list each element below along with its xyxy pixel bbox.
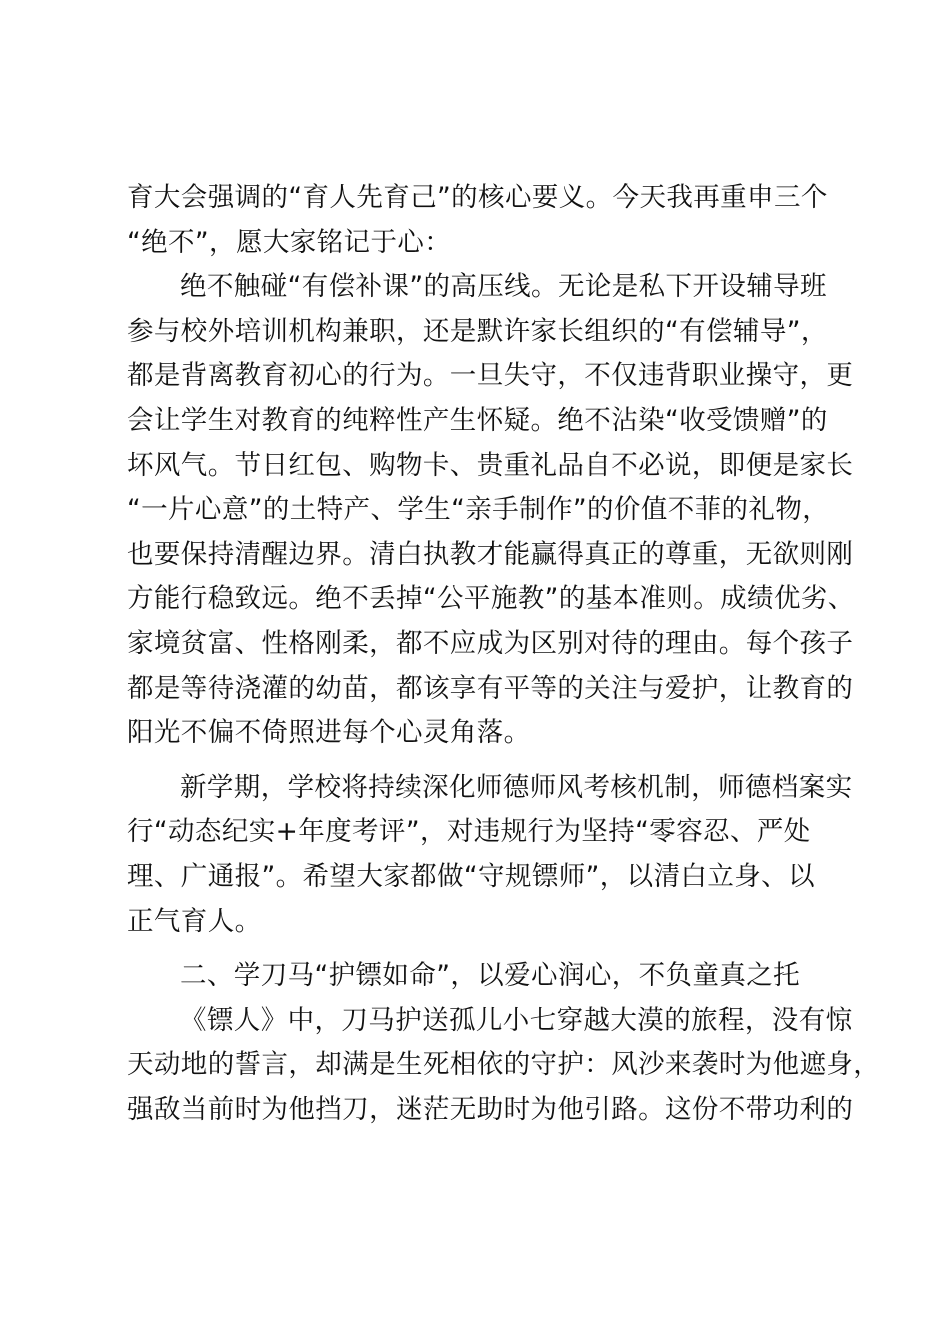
text-line: 也要保持清醒边界。清白执教才能赢得真正的尊重，无欲则刚: [127, 538, 854, 570]
text-line: “绝不”，愿大家铭记于心：: [127, 226, 452, 258]
text-line: 都是等待浇灌的幼苗，都该享有平等的关注与爱护，让教育的: [127, 672, 854, 704]
text-line: 理、广通报”。希望大家都做“守规镖师”，以清白立身、以: [127, 860, 815, 892]
text-line: 坏风气。节日红包、购物卡、贵重礼品自不必说，即便是家长: [127, 449, 854, 481]
text-line: 方能行稳致远。绝不丢掉“公平施教”的基本准则。成绩优劣、: [127, 583, 855, 615]
paragraph-start-line: 绝不触碰“有偿补课”的高压线。无论是私下开设辅导班: [180, 271, 827, 303]
section-heading: 二、学刀马“护镖如命”，以爱心润心，不负童真之托: [180, 960, 801, 992]
paragraph-start-line: 新学期，学校将持续深化师德师风考核机制，师德档案实: [180, 771, 853, 803]
text-line: 家境贫富、性格刚柔，都不应成为区别对待的理由。每个孩子: [127, 627, 854, 659]
text-line: 天动地的誓言，却满是生死相依的守护：风沙来袭时为他遮身，: [127, 1049, 881, 1081]
text-line: 育大会强调的“育人先育己”的核心要义。今天我再重申三个: [127, 182, 828, 213]
text-line: 都是背离教育初心的行为。一旦失守，不仅违背职业操守，更: [127, 360, 854, 392]
text-line: “一片心意”的土特产、学生“亲手制作”的价值不菲的礼物，: [127, 494, 830, 526]
text-line: 参与校外培训机构兼职，还是默许家长组织的“有偿辅导”，: [127, 315, 828, 347]
text-line: 强敌当前时为他挡刀，迷茫无助时为他引路。这份不带功利的: [127, 1093, 854, 1125]
text-line: 行“动态纪实+年度考评”，对违规行为坚持“零容忍、严处: [127, 816, 811, 848]
text-line: 正气育人。: [127, 905, 262, 937]
paragraph-start-line: 《镖人》中，刀马护送孤儿小七穿越大漠的旅程，没有惊: [180, 1004, 853, 1036]
text-line: 会让学生对教育的纯粹性产生怀疑。绝不沾染“收受馈赠”的: [127, 404, 828, 436]
text-line: 阳光不偏不倚照进每个心灵角落。: [127, 717, 531, 749]
body-text: [127, 176, 881, 1132]
